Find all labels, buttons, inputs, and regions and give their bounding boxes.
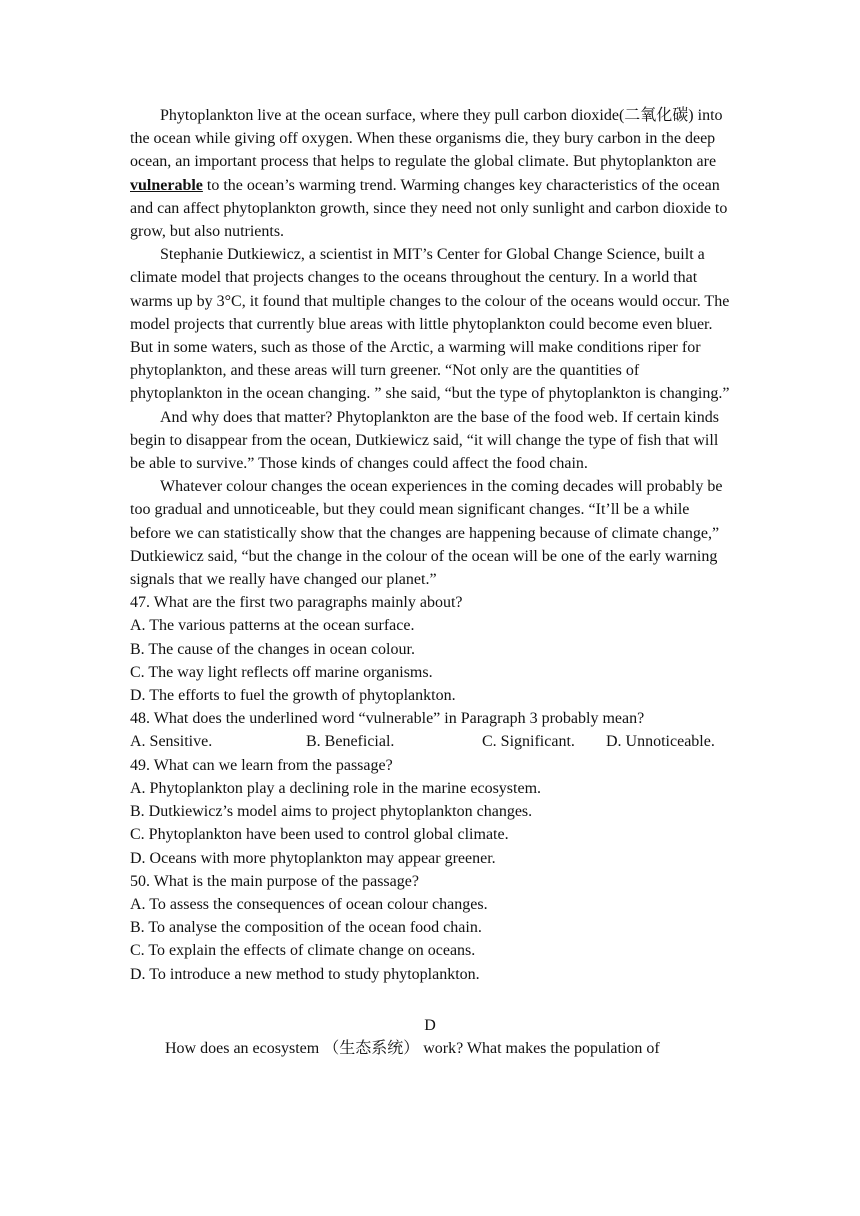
paragraph-4: Whatever colour changes the ocean experiences in the coming decades will probably be too gradual and unnoticeable, but they could mean significant changes. “It’ll be a while before we can statistically show that the changes are happening because of climate change,” Dutkiewicz said, “but the change in the colour of the ocean will be one of the early warning signals that we really have changed our planet.” (130, 478, 723, 589)
options-row (130, 730, 730, 753)
option-b: B. Dutkiewicz’s model aims to project phytoplankton changes. (130, 803, 533, 821)
question-50 (130, 870, 730, 986)
question-49 (130, 754, 730, 870)
option-d: D. Unnoticeable. (606, 733, 715, 751)
option-a: A. Sensitive. (130, 733, 213, 751)
question-48 (130, 707, 730, 753)
option-c: C. The way light reflects off marine organisms. (130, 663, 433, 681)
section-heading-d: D (424, 1016, 436, 1034)
option-c: C. Phytoplankton have been used to control global climate. (130, 826, 509, 844)
option-d: D. The efforts to fuel the growth of phytoplankton. (130, 687, 456, 705)
option-b: B. The cause of the changes in ocean colour. (130, 640, 415, 658)
option-a: A. The various patterns at the ocean surface. (130, 617, 415, 635)
option-b: B. To analyse the composition of the ocean food chain. (130, 919, 482, 937)
underlined-word-vulnerable: vulnerable (130, 176, 203, 194)
question-stem: 50. What is the main purpose of the passage? (130, 872, 419, 890)
question-stem: 48. What does the underlined word “vulnerable” in Paragraph 3 probably mean? (130, 710, 645, 728)
option-c: C. Significant. (482, 733, 575, 751)
question-stem: 49. What can we learn from the passage? (130, 756, 393, 774)
paragraph-2: Stephanie Dutkiewicz, a scientist in MIT’s Center for Global Change Science, built a climate model that projects changes to the oceans throughout the century. In a world that warms up by 3°C, it found that multiple changes to the colour of the oceans would occur. The model projects that currently blue areas with little phytoplankton could become even bluer. But in some waters, such as those of the Arctic, a warming will make conditions riper for phytoplankton, and these areas will turn greener. “Not only are the quantities of phytoplankton in the ocean changing. ” she said, “but the type of phytoplankton is changing.” (130, 246, 730, 403)
paragraph-3: And why does that matter? Phytoplankton are the base of the food web. If certain kinds begin to disappear from the ocean, Dutkiewicz said, “it will change the type of fish that will be able to survive.” Those kinds of changes could affect the food chain. (130, 408, 719, 473)
option-d: D. To introduce a new method to study phytoplankton. (130, 965, 480, 983)
option-a: A. Phytoplankton play a declining role in the marine ecosystem. (130, 779, 542, 797)
paragraph-1-start: Phytoplankton live at the ocean surface, where they pull carbon dioxide(二氧化碳) into the ocean while giving off oxygen. When these organisms die, they bury carbon in the deep ocean, an important process that helps to regulate the global climate. But phytoplankton are (130, 107, 723, 171)
paragraph-1 (130, 104, 730, 243)
option-b: B. Beneficial. (306, 733, 395, 751)
question-stem: 47. What are the first two paragraphs mainly about? (130, 594, 463, 612)
option-c: C. To explain the effects of climate change on oceans. (130, 942, 476, 960)
question-47 (130, 591, 730, 707)
option-a: A. To assess the consequences of ocean colour changes. (130, 895, 488, 913)
paragraph-1-end: to the ocean’s warming trend. Warming changes key characteristics of the ocean and can affect phytoplankton growth, since they need not only sunlight and carbon dioxide to grow, but also nutrients. (130, 176, 728, 241)
section-d-intro: How does an ecosystem （生态系统） work? What makes the population of (165, 1039, 660, 1057)
option-d: D. Oceans with more phytoplankton may appear greener. (130, 849, 496, 867)
passage-content (130, 104, 730, 1060)
